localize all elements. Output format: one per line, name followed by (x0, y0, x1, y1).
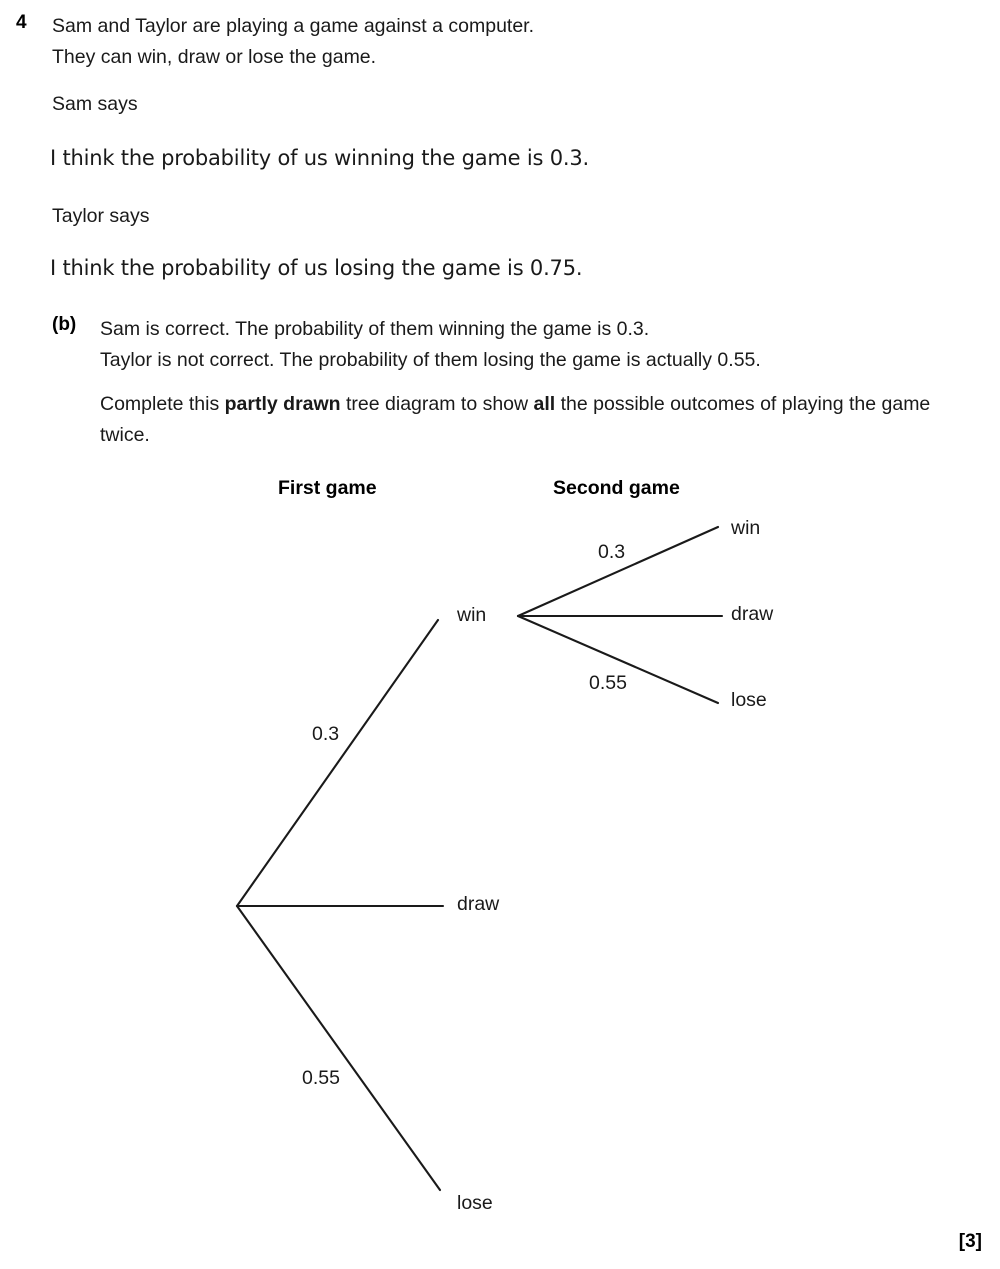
stem-line-2: They can win, draw or lose the game. (52, 46, 377, 68)
instruction-bold-partly-drawn: partly drawn (224, 393, 341, 415)
sam-quote: I think the probability of us winning the game is 0.3. (50, 146, 589, 170)
stem-line-1: Sam and Taylor are playing a game against a computer. (52, 15, 535, 37)
node-label-second-lose: lose (731, 689, 767, 711)
column-header-second-game: Second game (553, 477, 680, 499)
instruction-text-c: the possible outcomes of playing the game twice. (100, 393, 931, 446)
column-header-first-game: First game (278, 477, 377, 499)
taylor-quote: I think the probability of us losing the game is 0.75. (50, 256, 583, 280)
node-label-second-draw: draw (731, 603, 774, 625)
instruction-text-a: Complete this (100, 393, 225, 415)
part-b-line-2: Taylor is not correct. The probability of them losing the game is actually 0.55. (100, 349, 761, 371)
branch-first-win (237, 620, 438, 906)
instruction-text-b: tree diagram to show (340, 393, 534, 415)
probability-label-first-lose: 0.55 (302, 1067, 340, 1089)
question-number: 4 (16, 12, 27, 33)
probability-label-second-win: 0.3 (598, 541, 626, 563)
node-label-first-lose: lose (457, 1192, 493, 1214)
probability-label-first-win: 0.3 (312, 723, 340, 745)
sam-says-label: Sam says (52, 93, 138, 115)
taylor-says-label: Taylor says (52, 205, 150, 227)
branch-first-lose (237, 906, 440, 1190)
part-b-label: (b) (52, 314, 77, 335)
node-label-second-win: win (731, 517, 761, 539)
part-b-line-1: Sam is correct. The probability of them winning the game is 0.3. (100, 318, 650, 340)
marks-allocation: [3] (958, 1231, 982, 1252)
node-label-first-win: win (457, 604, 487, 626)
instruction-bold-all: all (533, 393, 556, 415)
node-label-first-draw: draw (457, 893, 500, 915)
probability-label-second-lose: 0.55 (589, 672, 627, 694)
